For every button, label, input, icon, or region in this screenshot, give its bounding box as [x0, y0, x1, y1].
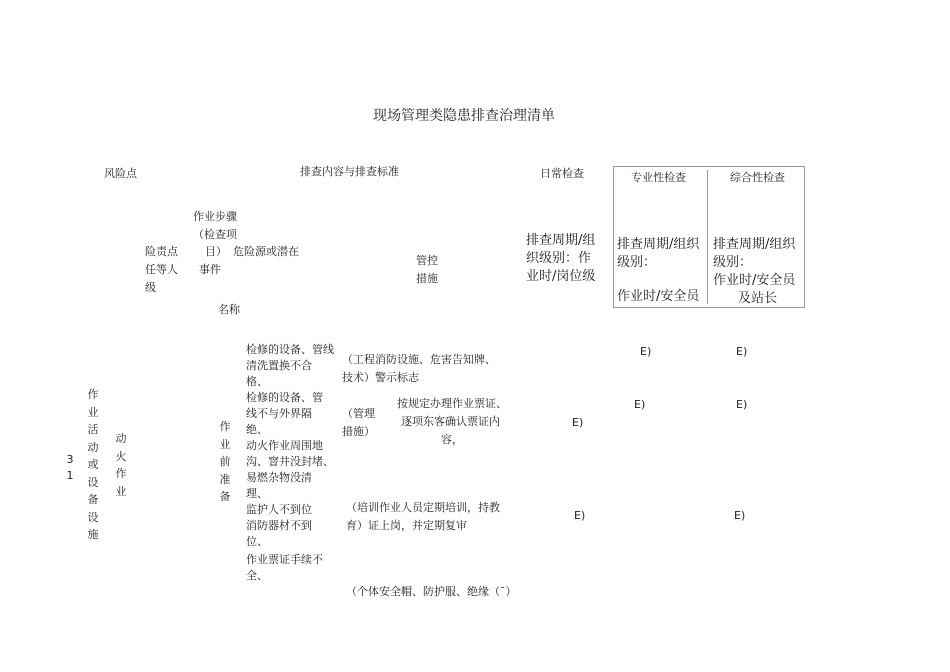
- check-mark: E): [736, 398, 748, 411]
- row-category: 作业活动或设备设施: [87, 388, 99, 541]
- hazard-line: 动火作业周围地: [246, 439, 323, 452]
- measure-management-3: 容，: [441, 433, 463, 446]
- header-control-2: 措施: [416, 272, 438, 285]
- row-item: 动火作业: [115, 432, 127, 498]
- hazard-line: 清洗置换不合: [246, 359, 312, 372]
- comp-period-3: 作业时/安全员: [713, 273, 796, 288]
- hazard-line: 沟、窨井没封堵、: [246, 455, 334, 468]
- header-step-3: 目）: [205, 245, 227, 258]
- check-mark: E): [736, 345, 748, 358]
- hazard-line: 易燃杂物没清: [246, 471, 312, 484]
- measure-ppe-1: （个体安全帽、防护服、绝缘（¯）: [346, 585, 517, 598]
- prof-period-3: 作业时/安全员: [617, 289, 700, 304]
- header-responsible-2: 任等人: [145, 263, 178, 276]
- hazard-line: 监护人不到位: [246, 503, 312, 516]
- header-content-standard: 排查内容与排查标准: [300, 165, 399, 178]
- measure-training-2: 育）证上岗，并定期复审: [346, 519, 467, 532]
- daily-period-2: 织级别：作: [526, 251, 592, 266]
- page-title: 现场管理类隐患排查治理清单: [373, 108, 555, 124]
- header-hazard: 危险源或潜在: [233, 245, 299, 258]
- hazard-line: 格、: [246, 375, 268, 388]
- check-mark: E): [574, 509, 586, 522]
- check-mark: E): [572, 416, 584, 429]
- daily-period-3: 业时/岗位级: [526, 269, 596, 284]
- header-responsible-1: 险责点: [145, 245, 178, 258]
- comp-period-1: 排查周期/组织: [713, 237, 796, 252]
- hazard-line: 检修的设备、管线: [246, 343, 334, 356]
- hazard-line: 绝、: [246, 423, 268, 436]
- comp-period-4: 及站长: [738, 291, 778, 306]
- header-risk-point: 风险点: [104, 167, 137, 180]
- header-daily-check: 日常检查: [540, 167, 584, 180]
- hazard-line: 消防器材不到: [246, 519, 312, 532]
- measure-management-1: 按规定办理作业票证、: [397, 397, 507, 410]
- check-mark: E): [734, 509, 746, 522]
- prof-period-2: 级别：: [617, 255, 657, 270]
- prof-period-1: 排查周期/组织: [617, 237, 700, 252]
- header-step-1: 作业步骤: [193, 210, 237, 223]
- hazard-line: 作业票证手续不: [246, 553, 323, 566]
- hazard-line: 理、: [246, 487, 268, 500]
- row-step: 作业前准备: [219, 420, 231, 503]
- comp-period-2: 级别：: [713, 255, 753, 270]
- measure-engineering-1: （工程消防设施、危害告知牌、: [342, 353, 496, 366]
- hazard-line: 全、: [246, 569, 268, 582]
- measure-training-1: （培训作业人员定期培训，持教: [346, 501, 500, 514]
- hazard-line: 位、: [246, 535, 268, 548]
- hazard-line: 检修的设备、管: [246, 391, 323, 404]
- header-control-1: 管控: [416, 254, 438, 267]
- measure-management-2: 逐项东客确认票证内: [401, 415, 500, 428]
- measure-management-label-1: （管理: [342, 407, 375, 420]
- header-professional-check: 专业性检查: [631, 171, 686, 184]
- column-divider: [707, 170, 708, 304]
- check-mark: E): [640, 345, 652, 358]
- daily-period-1: 排查周期/组: [526, 233, 596, 248]
- check-mark: E): [634, 398, 646, 411]
- header-responsible-3: 级: [145, 281, 156, 294]
- header-name: 名称: [218, 303, 240, 316]
- header-comprehensive-check: 综合性检查: [730, 171, 785, 184]
- hazard-line: 线不与外界隔: [246, 407, 312, 420]
- measure-management-label-2: 措施）: [342, 425, 375, 438]
- header-step-4: 事件: [199, 263, 221, 276]
- header-step-2: （检查项: [193, 228, 237, 241]
- row-number: 3 1: [66, 453, 74, 482]
- measure-engineering-2: 技术）警示标志: [342, 371, 419, 384]
